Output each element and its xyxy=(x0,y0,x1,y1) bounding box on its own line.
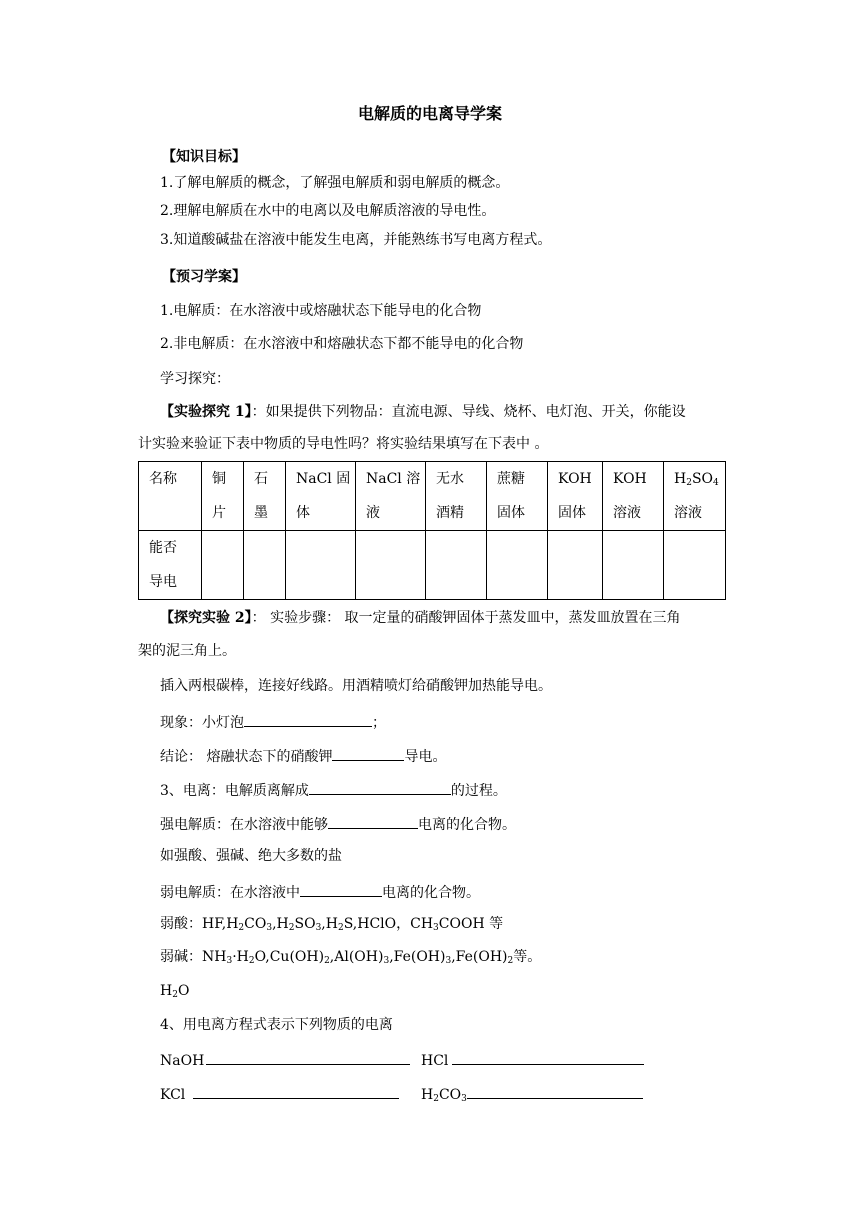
table-cell: 能否 导电 xyxy=(139,531,202,600)
goal-2: 2.理解电解质在水中的电离以及电解质溶液的导电性。 xyxy=(160,203,496,219)
conclusion-line: 结论： 熔融状态下的硝酸钾 导电。 xyxy=(160,744,446,767)
table-cell: 名称 xyxy=(139,462,202,531)
question-4: 4、用电离方程式表示下列物质的电离 xyxy=(160,1017,393,1033)
experiment-2-label: 【探究实验 2】 xyxy=(160,610,252,626)
table-cell: $H_2SO_4$ 溶液 xyxy=(664,462,726,531)
equation-naoh-blank[interactable] xyxy=(206,1048,410,1065)
ionization-blank[interactable] xyxy=(309,778,451,795)
experiment-2-line1 xyxy=(160,608,681,628)
table-answer-cell[interactable] xyxy=(664,531,726,600)
table-cell: KOH 固体 xyxy=(548,462,603,531)
table-cell: KOH 溶液 xyxy=(603,462,664,531)
equation-kcl-blank[interactable] xyxy=(193,1082,399,1099)
table-row-conductive xyxy=(139,531,726,600)
definition-nonelectrolyte: 2.非电解质：在水溶液中和熔融状态下都不能导电的化合物 xyxy=(160,336,524,352)
experiment-2-text: ： 实验步骤： 取一定量的硝酸钾固体于蒸发皿中，蒸发皿放置在三角 xyxy=(251,610,681,626)
experiment-2-line3: 插入两根碳棒，连接好线路。用酒精喷灯给硝酸钾加热能导电。 xyxy=(160,678,552,694)
table-answer-cell[interactable] xyxy=(426,531,487,600)
experiment-1-line1 xyxy=(160,402,686,422)
table-cell: 石 墨 xyxy=(244,462,286,531)
weak-electrolyte-blank[interactable] xyxy=(300,880,382,897)
table-cell: 蔗糖 固体 xyxy=(487,462,548,531)
experiment-1-line2: 计实验来验证下表中物质的导电性吗？将实验结果填写在下表中 。 xyxy=(138,436,549,452)
goal-1: 1.了解电解质的概念，了解强电解质和弱电解质的概念。 xyxy=(160,175,510,191)
strong-electrolyte-examples: 如强酸、强碱、绝大多数的盐 xyxy=(160,848,342,864)
equation-kcl: KCl xyxy=(160,1082,399,1105)
equation-h2co3: $H_2CO_3$ xyxy=(421,1082,643,1105)
table-answer-cell[interactable] xyxy=(244,531,286,600)
experiment-1-text: ：如果提供下列物品：直流电源、导线、烧杯、电灯泡、开关，你能设 xyxy=(251,404,686,420)
section-heading-preview: 【预习学案】 xyxy=(162,269,246,285)
experiment-2-line2: 架的泥三角上。 xyxy=(138,643,236,659)
conclusion-blank[interactable] xyxy=(332,744,404,761)
weak-electrolyte-line: 弱电解质：在水溶液中 电离的化合物。 xyxy=(160,880,480,903)
weak-acids-line: 弱酸：$HF,H_2CO_3,H_2SO_3,H_2S,HClO$，$CH_3COOH$ 等 xyxy=(160,916,504,933)
table-answer-cell[interactable] xyxy=(202,531,244,600)
table-answer-cell[interactable] xyxy=(356,531,426,600)
ionization-line: 3、电离：电解质离解成 的过程。 xyxy=(160,778,507,801)
document-title: 电解质的电离导学案 xyxy=(357,104,502,123)
equation-naoh: NaOH xyxy=(160,1048,410,1071)
weak-bases-line: 弱碱：$NH_3\cdot H_2O,Cu(OH)_2,Al(OH)_3,Fe(OH)_3,Fe(OH)_2$等。 xyxy=(160,949,542,966)
definition-electrolyte: 1.电解质：在水溶液中或熔融状态下能导电的化合物 xyxy=(160,303,482,319)
strong-electrolyte-blank[interactable] xyxy=(328,812,418,829)
experiment-1-label: 【实验探究 1】 xyxy=(160,404,252,420)
conductivity-table xyxy=(138,461,726,600)
table-answer-cell[interactable] xyxy=(487,531,548,600)
table-answer-cell[interactable] xyxy=(548,531,603,600)
phenomenon-blank[interactable] xyxy=(244,710,372,727)
section-heading-goals: 【知识目标】 xyxy=(162,149,246,165)
table-header-row xyxy=(139,462,726,531)
table-answer-cell[interactable] xyxy=(603,531,664,600)
study-heading: 学习探究： xyxy=(160,371,230,387)
equation-hcl-blank[interactable] xyxy=(452,1048,644,1065)
table-cell: 无水 酒精 xyxy=(426,462,487,531)
strong-electrolyte-line: 强电解质：在水溶液中能够 电离的化合物。 xyxy=(160,812,516,835)
table-cell: 铜 片 xyxy=(202,462,244,531)
equation-h2co3-blank[interactable] xyxy=(467,1082,643,1099)
equation-hcl: HCl xyxy=(421,1048,644,1071)
table-cell: NaCl 溶 液 xyxy=(356,462,426,531)
phenomenon-line: 现象：小灯泡 ； xyxy=(160,710,386,733)
table-cell: NaCl 固 体 xyxy=(286,462,356,531)
table-answer-cell[interactable] xyxy=(286,531,356,600)
goal-3: 3.知道酸碱盐在溶液中能发生电离，并能熟练书写电离方程式。 xyxy=(160,232,552,248)
water-line: $H_2O$ xyxy=(160,983,190,1000)
